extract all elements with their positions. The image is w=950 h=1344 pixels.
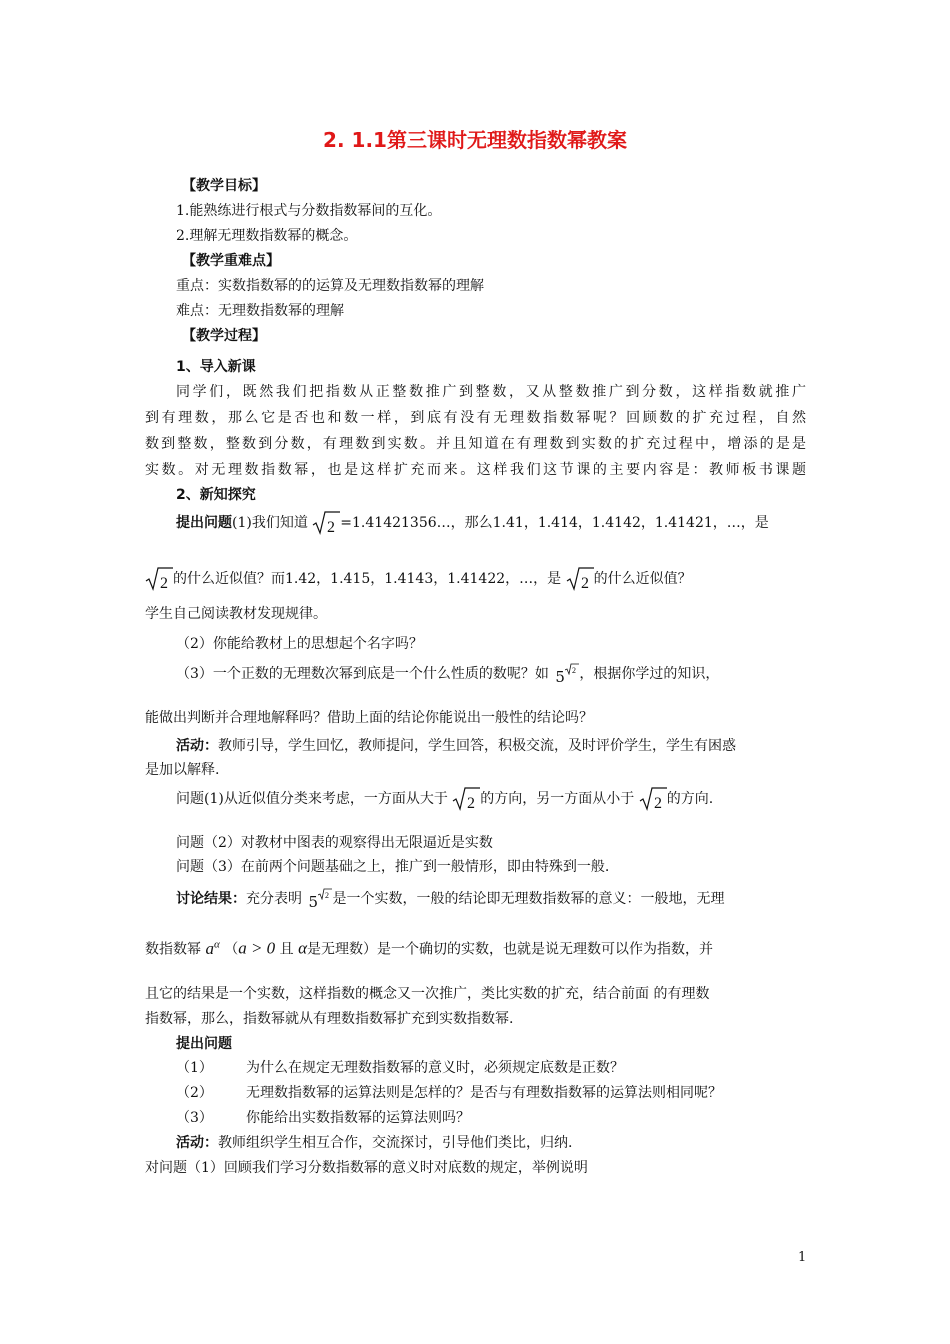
answer-1-part-b: 的方向，另一方面从小于 — [480, 791, 635, 807]
list-item-text: 为什么在规定无理数指数幂的意义时，必须规定底数是正数？ — [246, 1060, 624, 1076]
alpha-exponent: α — [213, 938, 220, 950]
intro-line: 实数。对无理数指数幂，也是这样扩充而来。这样我们这节课的主要内容是：教师板书课题 — [145, 462, 806, 478]
sqrt-2-symbol — [639, 786, 667, 812]
last-paragraph: 对问题（1）回顾我们学习分数指数幂的意义时对底数的规定，举例说明 — [145, 1160, 588, 1176]
intro-line: 同学们，既然我们把指数从正整数推广到整数，又从整数推广到分数，这样指数就推广 — [176, 384, 806, 400]
answer-3: 问题（3）在前两个问题基础之上，推广到一般情形，即由特殊到一般. — [176, 859, 610, 875]
step2-heading: 2、新知探究 — [176, 487, 256, 503]
small-sqrt-2-symbol — [565, 663, 579, 675]
activity-2-text: 教师组织学生相互合作，交流探讨，引导他们类比，归纳. — [218, 1135, 573, 1151]
discussion-part-e: 是无理数）是一个确切的实数，也就是说无理数可以作为指数，并 — [307, 941, 714, 958]
discussion-line4: 指数幂，那么，指数幂就从有理数指数幂扩充到实数指数幂. — [145, 1011, 514, 1027]
activity-1-line1 — [176, 736, 736, 756]
q1-part-c: 的什么近似值？而1.42，1.415，1.4143，1.41422，…，是 — [173, 571, 562, 587]
sqrt-2-symbol — [312, 510, 340, 536]
activity-1-text: 教师引导，学生回忆，教师提问，学生回答，积极交流，及时评价学生，学生有困惑 — [218, 738, 736, 754]
svg-text:2: 2 — [325, 891, 330, 900]
svg-text:2: 2 — [160, 575, 168, 592]
page-title: 2. 1.1第三课时无理数指数幂教案 — [323, 128, 627, 152]
heading-key-points: 【教学重难点】 — [182, 253, 280, 269]
activity-label: 活动： — [176, 738, 218, 754]
q1-part-b: =1.41421356…，那么1.41，1.414，1.4142，1.41421，…，是 — [340, 515, 769, 531]
answer-1 — [176, 786, 713, 812]
discussion-line2 — [145, 934, 713, 960]
discussion-part-b: 是一个实数，一般的结论即无理数指数幂的意义：一般地，无理 — [332, 891, 725, 907]
discussion-line3: 且它的结果是一个实数，这样指数的概念又一次推广，类比实数的扩充，结合前面 的有理数 — [145, 986, 710, 1002]
list-item — [176, 1108, 470, 1128]
step1-heading: 1、导入新课 — [176, 359, 256, 375]
activity-1-line2: 是加以解释. — [145, 762, 220, 778]
svg-text:2: 2 — [653, 795, 662, 812]
list-item-number: （1） — [176, 1060, 213, 1076]
question-3-line2: 能做出判断并合理地解释吗？借助上面的结论你能说出一般性的结论吗？ — [145, 710, 593, 726]
heading-teaching-process: 【教学过程】 — [182, 328, 266, 344]
ask-question-label: 提出问题 — [176, 515, 232, 531]
question-1-line1 — [176, 510, 769, 536]
a-positive-condition: a > 0 — [238, 938, 276, 958]
open-paren: （ — [224, 941, 239, 958]
question-2: （2）你能给教材上的思想起个名字吗？ — [176, 636, 423, 652]
q3-part-b: ，根据你学过的知识， — [579, 666, 720, 682]
svg-text:2: 2 — [327, 519, 336, 536]
discussion-label: 讨论结果： — [176, 891, 246, 907]
page-number: 1 — [798, 1250, 807, 1265]
key-point: 重点：实数指数幂的的运算及无理数指数幂的理解 — [176, 278, 484, 294]
activity-label: 活动： — [176, 1135, 218, 1151]
goal-1: 1.能熟练进行根式与分数指数幂间的互化。 — [176, 203, 442, 219]
small-sqrt-2-symbol — [318, 888, 332, 900]
list-item — [176, 1058, 624, 1078]
intro-line: 数到整数，整数到分数，有理数到实数。并且知道在有理数到实数的扩充过程中，增添的是是 — [145, 436, 806, 452]
answer-1-part-a: 问题(1)从近似值分类来考虑，一方面从大于 — [176, 791, 448, 807]
answer-2: 问题（2）对教材中图表的观察得出无限逼近是实数 — [176, 835, 493, 851]
power-base: 5 — [555, 668, 565, 686]
q1-part-d: 的什么近似值？ — [593, 571, 692, 587]
answer-1-part-c: 的方向. — [666, 791, 714, 807]
five-power-root2 — [553, 661, 579, 687]
difficulty: 难点：无理数指数幂的理解 — [176, 303, 344, 319]
heading-teaching-goals: 【教学目标】 — [182, 178, 266, 194]
list-item-text: 你能给出实数指数幂的运算法则吗？ — [246, 1110, 470, 1126]
ask-question-heading: 提出问题 — [176, 1036, 232, 1052]
list-item-number: （2） — [176, 1085, 213, 1101]
list-item-text: 无理数指数幂的运算法则是怎样的？是否与有理数指数幂的运算法则相同呢？ — [246, 1085, 722, 1101]
question-3-line1 — [176, 661, 719, 687]
question-1-line2 — [145, 566, 692, 592]
five-power-root2 — [306, 886, 332, 912]
activity-2 — [176, 1133, 572, 1153]
list-item — [176, 1083, 722, 1103]
q3-part-a: （3）一个正数的无理数次幂到底是一个什么性质的数呢？如 — [176, 666, 549, 682]
discussion-part-c: 数指数幂 — [145, 941, 201, 958]
student-reading: 学生自己阅读教材发现规律。 — [145, 606, 327, 622]
q1-part-a: (1)我们知道 — [232, 515, 308, 531]
sqrt-2-symbol — [145, 566, 173, 592]
sqrt-2-symbol — [566, 566, 594, 592]
goal-2: 2.理解无理数指数幂的概念。 — [176, 228, 358, 244]
discussion-part-d: 且 — [279, 941, 294, 958]
discussion-line1 — [176, 886, 724, 912]
svg-text:2: 2 — [580, 575, 589, 592]
list-item-number: （3） — [176, 1110, 213, 1126]
a-symbol: a — [205, 938, 214, 958]
svg-text:2: 2 — [572, 666, 577, 675]
sqrt-2-symbol — [452, 786, 480, 812]
a-power-alpha — [205, 939, 219, 958]
discussion-part-a: 充分表明 — [246, 891, 302, 907]
power-base: 5 — [308, 893, 318, 911]
alpha-symbol: α — [298, 938, 308, 958]
svg-text:2: 2 — [467, 795, 476, 812]
intro-line: 到有理数，那么它是否也和数一样，到底有没有无理数指数幂呢？回顾数的扩充过程，自然 — [145, 410, 806, 426]
